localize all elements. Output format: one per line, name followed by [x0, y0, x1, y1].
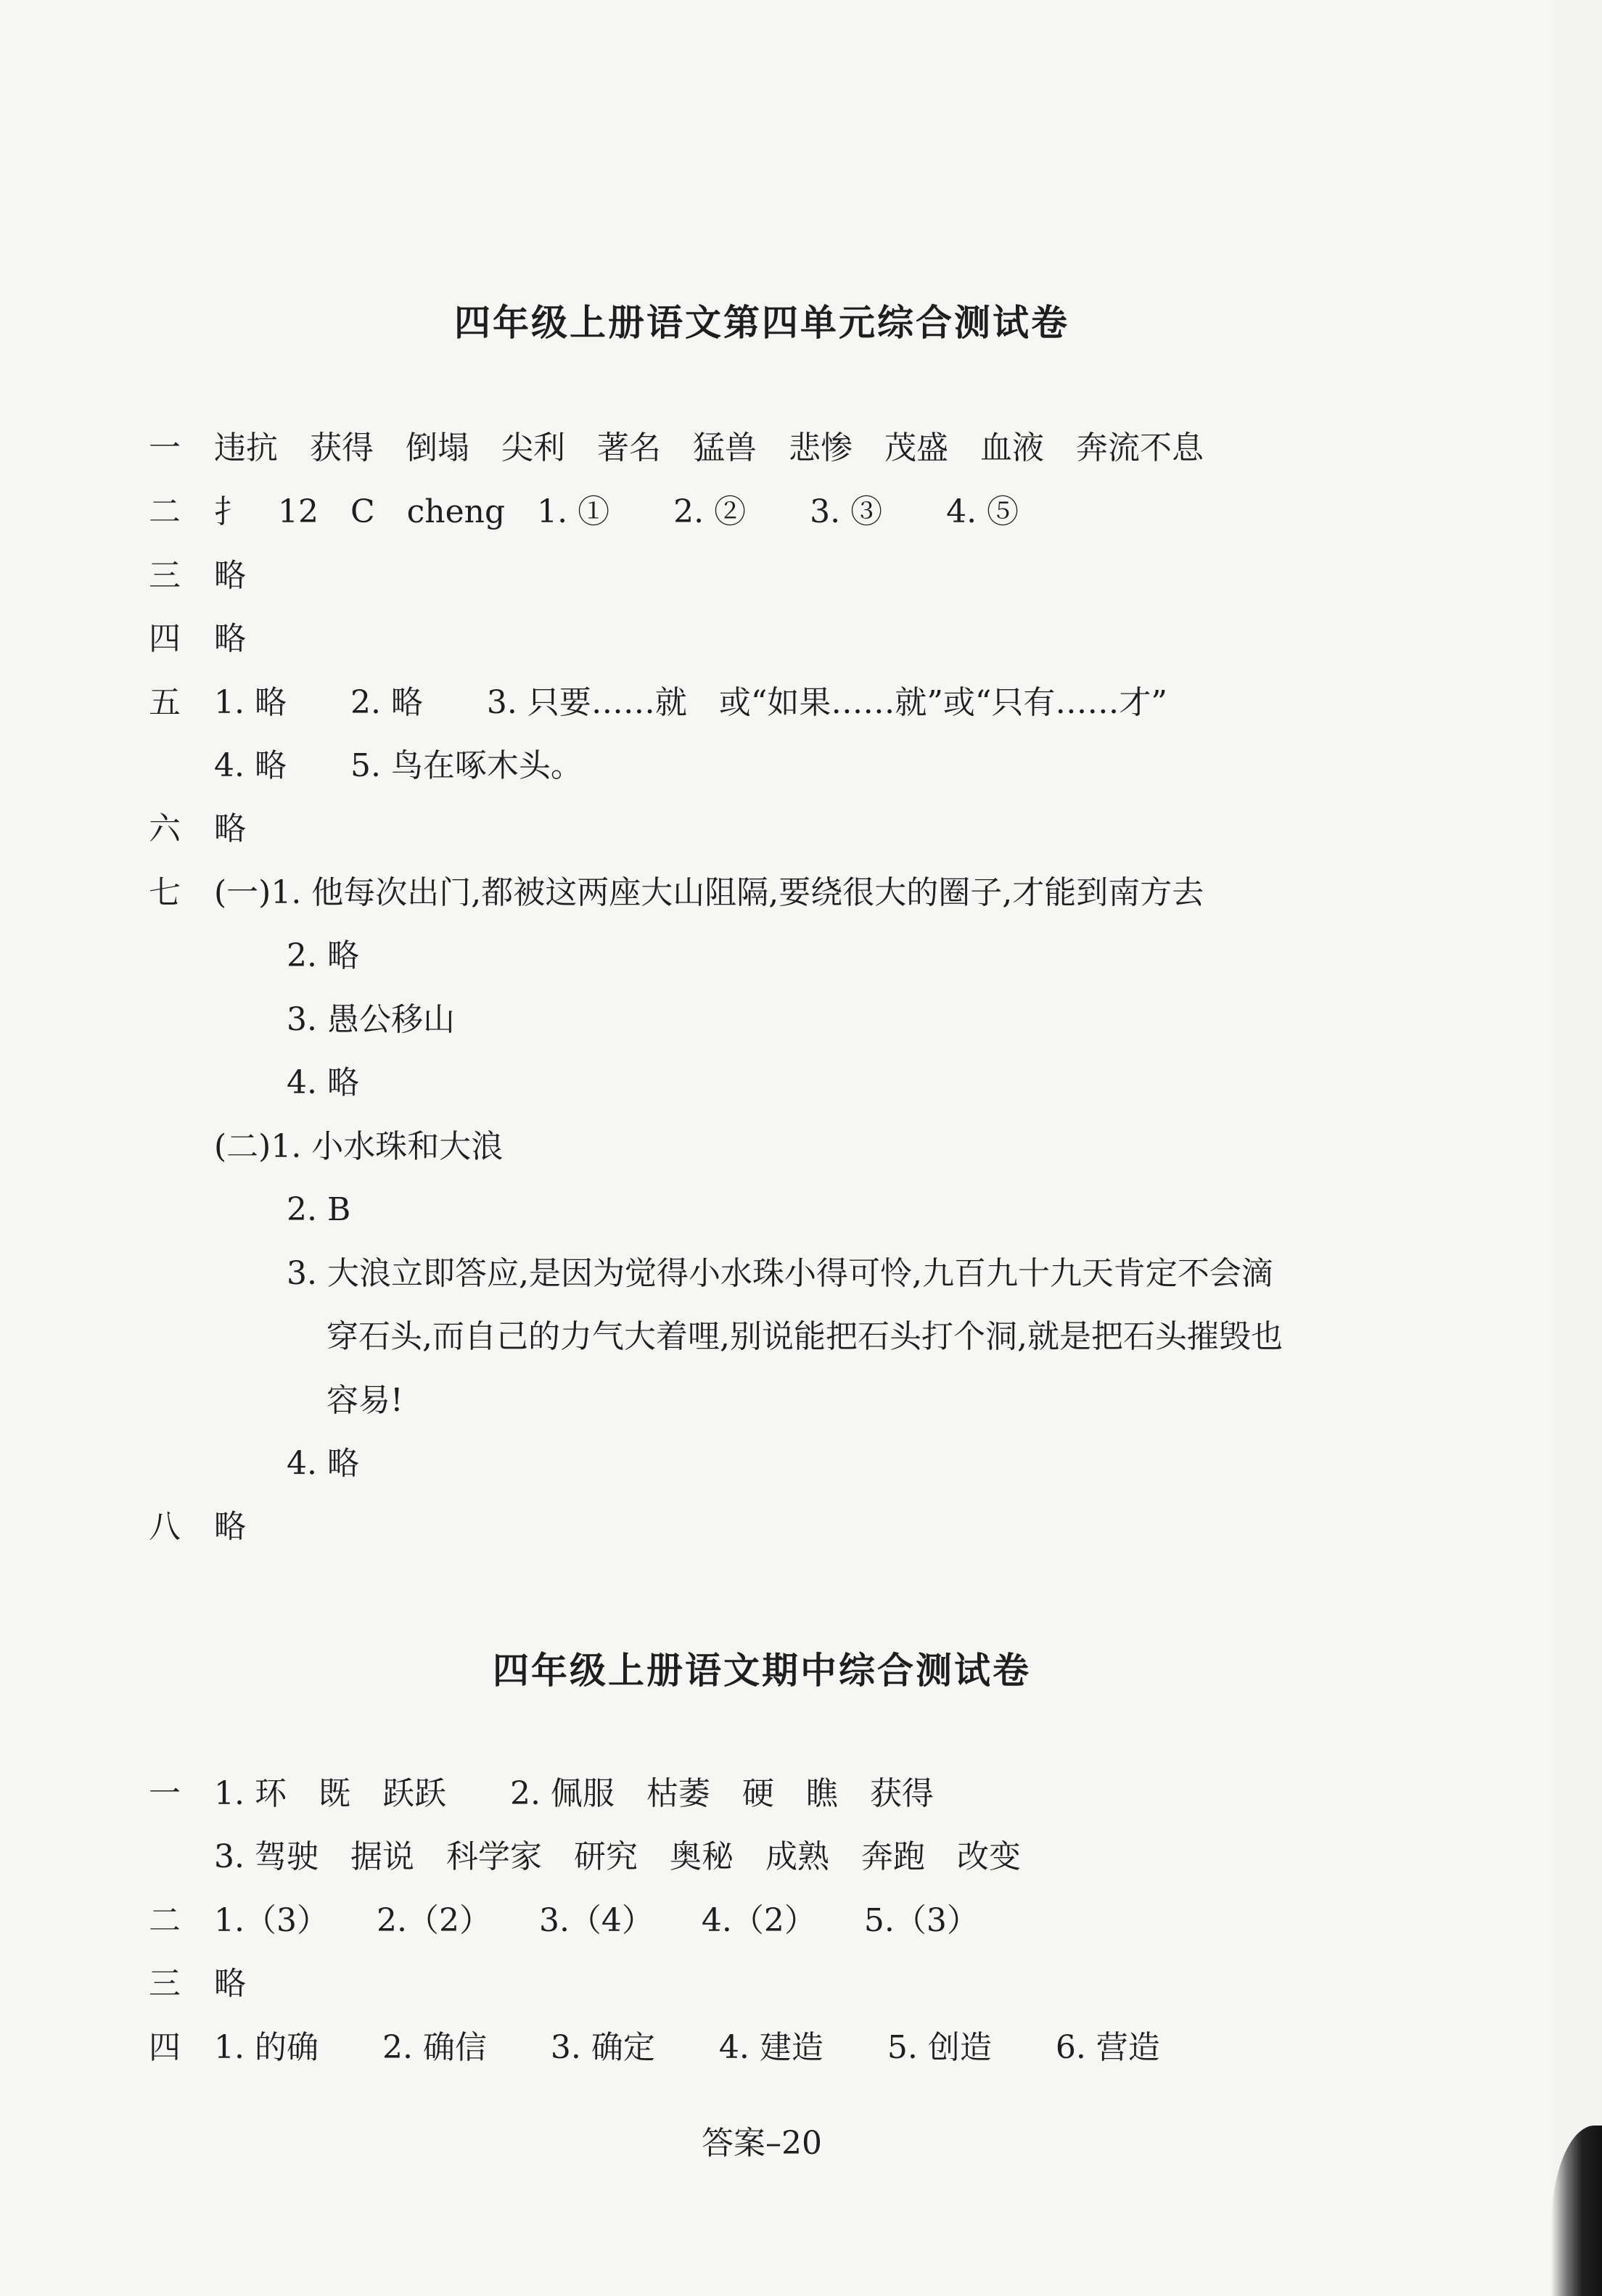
q-answer: 1. 的确 2. 确信 3. 确定 4. 建造 5. 创造 6. 营造	[214, 2029, 1160, 2066]
midterm-q4	[149, 2026, 1160, 2070]
q-answer: 略	[214, 1508, 246, 1545]
unit4-q4	[149, 617, 246, 661]
q-number: 一	[149, 1775, 181, 1812]
q-answer: (一)1. 他每次出门,都被这两座大山阻隔,要绕很大的圈子,才能到南方去	[214, 874, 1204, 911]
q-answer: 1.（3） 2.（2） 3.（4） 4.（2） 5.（3）	[214, 1902, 979, 1939]
q-number: 七	[149, 874, 181, 911]
unit4-q7-p2-1: (二)1. 小水珠和大浪	[214, 1128, 504, 1165]
q-number: 六	[149, 810, 181, 847]
q-answer: 略	[214, 810, 246, 847]
unit4-q7-p1-3: 3. 愚公移山	[287, 1001, 455, 1038]
q-answer: 1. 环 既 跃跃 2. 佩服 枯萎 硬 瞧 获得	[214, 1775, 934, 1812]
q-number: 二	[149, 1902, 181, 1939]
midterm-q3	[149, 1962, 246, 2006]
unit4-q7-p2-4: 4. 略	[287, 1445, 359, 1482]
unit4-q1	[149, 427, 1204, 470]
midterm-q1-line2: 3. 驾驶 据说 科学家 研究 奥秘 成熟 奔跑 改变	[214, 1838, 1021, 1875]
midterm-q2	[149, 1899, 979, 1943]
unit4-q8	[149, 1505, 246, 1549]
unit4-q7-p2-3c: 容易!	[326, 1382, 403, 1419]
unit4-q7-p2-2: 2. B	[287, 1191, 351, 1228]
q-number: 一	[149, 429, 181, 466]
q-answer: 略	[214, 620, 246, 657]
scan-shadow	[1551, 2126, 1602, 2296]
unit4-q5-line2: 4. 略 5. 鸟在啄木头。	[214, 747, 583, 784]
unit4-q6	[149, 807, 246, 851]
q-number: 三	[149, 1965, 181, 2002]
q-number: 四	[149, 2029, 181, 2066]
midterm-title: 四年级上册语文期中综合测试卷	[493, 1650, 1031, 1692]
unit4-q5	[149, 681, 1167, 725]
q-number: 四	[149, 620, 181, 657]
unit4-q7-p1-4: 4. 略	[287, 1064, 359, 1101]
unit4-title: 四年级上册语文第四单元综合测试卷	[454, 302, 1069, 344]
midterm-q1	[149, 1772, 934, 1816]
unit4-q7	[149, 871, 1204, 915]
q-number: 八	[149, 1508, 181, 1545]
q-answer: 违抗 获得 倒塌 尖利 著名 猛兽 悲惨 茂盛 血液 奔流不息	[214, 429, 1204, 466]
q-answer: 略	[214, 1965, 246, 2002]
q-number: 五	[149, 684, 181, 721]
q-answer: 扌 12 C cheng 1. ① 2. ② 3. ③ 4. ⑤	[214, 493, 1019, 530]
unit4-q3	[149, 554, 246, 598]
q-answer: 略	[214, 557, 246, 594]
q-number: 二	[149, 493, 181, 530]
page-footer: 答案–20	[702, 2125, 822, 2162]
unit4-q7-p1-2: 2. 略	[287, 937, 359, 974]
unit4-q2	[149, 490, 1019, 534]
q-answer: 1. 略 2. 略 3. 只要……就 或“如果……就”或“只有……才”	[214, 684, 1167, 721]
unit4-q7-p2-3b: 穿石头,而自己的力气大着哩,别说能把石头打个洞,就是把石头摧毁也	[326, 1318, 1283, 1355]
unit4-q7-p2-3a: 3. 大浪立即答应,是因为觉得小水珠小得可怜,九百九十九天肯定不会滴	[287, 1255, 1273, 1292]
q-number: 三	[149, 557, 181, 594]
